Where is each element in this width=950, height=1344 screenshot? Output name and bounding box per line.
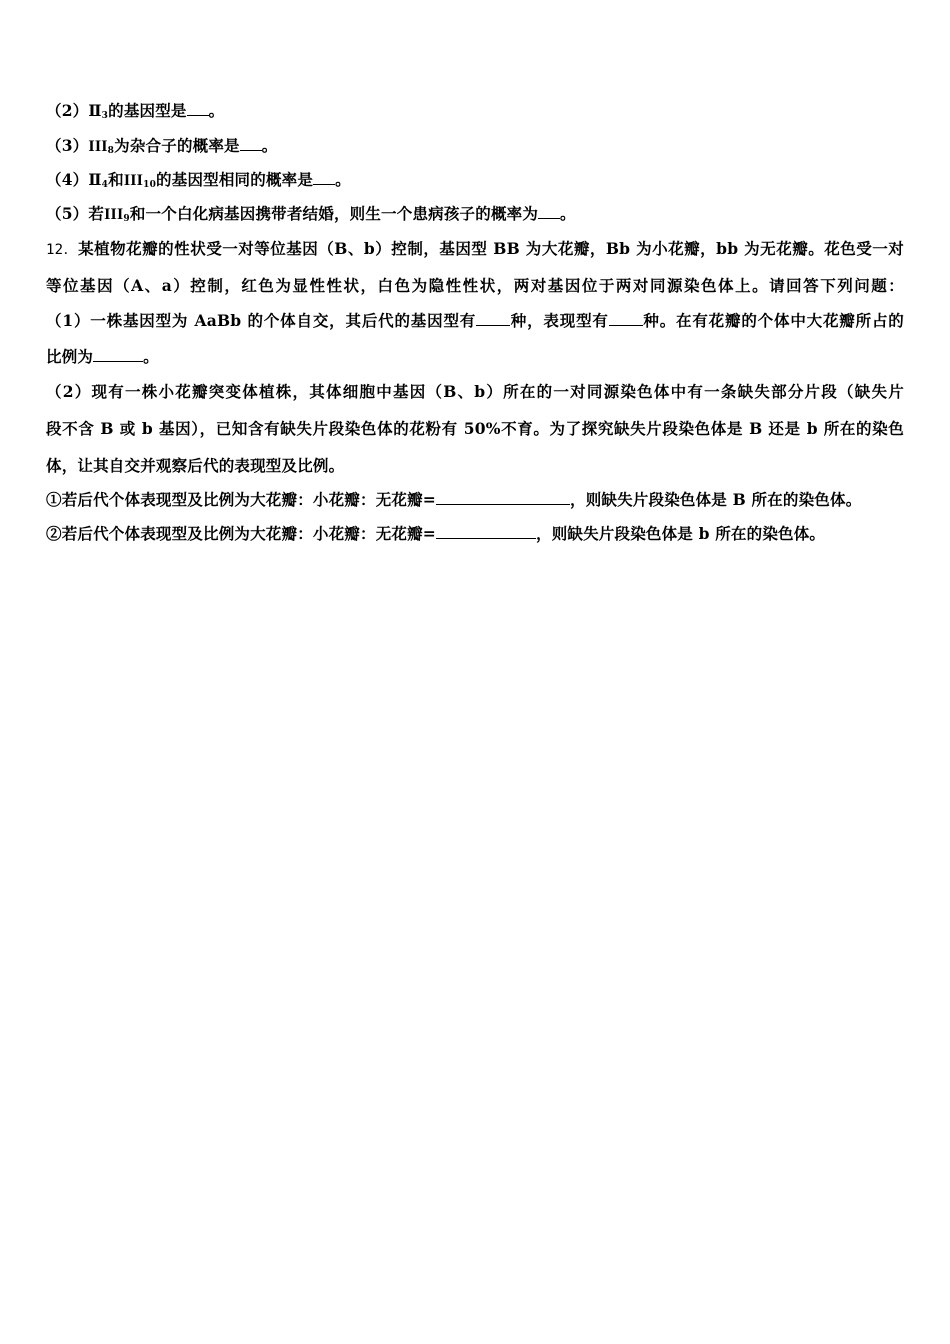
- ratio-blank[interactable]: [93, 347, 143, 362]
- item-label: （2）: [46, 101, 89, 120]
- sub-question-2-line1: （2）现有一株小花瓣突变体植株，其体细胞中基因（B、b）所在的一对同源染色体中有一条缺失部分片段（缺失片: [46, 382, 904, 401]
- answer-blank[interactable]: [187, 101, 209, 116]
- sub-question-1-line1: （1）一株基因型为 AaBb 的个体自交，其后代的基因型有 种，表现型有 种。在有花瓣的个体中大花瓣所占的: [46, 311, 904, 330]
- item-label: （4）: [46, 170, 89, 189]
- circled-2-marker: ②: [46, 524, 62, 543]
- question-item-2: $(2)Ⅱ_3$的基因型是 。: [46, 101, 225, 121]
- sub-question-2-line3: 体，让其自交并观察后代的表现型及比例。: [46, 456, 345, 475]
- phenotype-count-blank[interactable]: [609, 311, 643, 326]
- question-12-stem-line2: 等位基因（A、a）控制，红色为显性性状，白色为隐性性状，两对基因位于两对同源染色体上。请回答下列问题：: [46, 276, 904, 295]
- question-item-3: $(3)III_8$为杂合子的概率是 。: [46, 136, 278, 156]
- genotype-count-blank[interactable]: [476, 311, 510, 326]
- item-label: （5）: [46, 204, 89, 223]
- case-2-ratio-blank[interactable]: [436, 524, 536, 539]
- question-12-stem-line1: 12．某植物花瓣的性状受一对等位基因（B、b）控制，基因型 BB 为大花瓣，Bb 为小花瓣，bb 为无花瓣。花色受一对: [46, 239, 904, 258]
- case-1-ratio-blank[interactable]: [436, 490, 570, 505]
- circled-1-marker: ①: [46, 490, 62, 509]
- question-item-5: （5）若$III_9$和一个白化病基因携带者结婚，则生一个患病孩子的概率为 。: [46, 204, 576, 224]
- answer-blank[interactable]: [313, 170, 335, 185]
- sub-question-1-line2: 比例为 。: [46, 347, 159, 366]
- question-number: 12．: [46, 242, 79, 258]
- question-item-4: $(4)Ⅱ_4$和$III_{10}$的基因型相同的概率是 。: [46, 170, 351, 190]
- sub-question-2-line2: 段不含 B 或 b 基因），已知含有缺失片段染色体的花粉有 50%不育。为了探究缺失片段染色体是 B 还是 b 所在的染色: [46, 419, 904, 438]
- item-label: （3）: [46, 136, 89, 155]
- answer-blank[interactable]: [240, 136, 262, 151]
- answer-blank[interactable]: [538, 204, 560, 219]
- case-2: ②若后代个体表现型及比例为大花瓣：小花瓣：无花瓣= ，则缺失片段染色体是 b 所在的染色体。: [46, 524, 826, 543]
- case-1: ①若后代个体表现型及比例为大花瓣：小花瓣：无花瓣= ，则缺失片段染色体是 B 所在的染色体。: [46, 490, 862, 509]
